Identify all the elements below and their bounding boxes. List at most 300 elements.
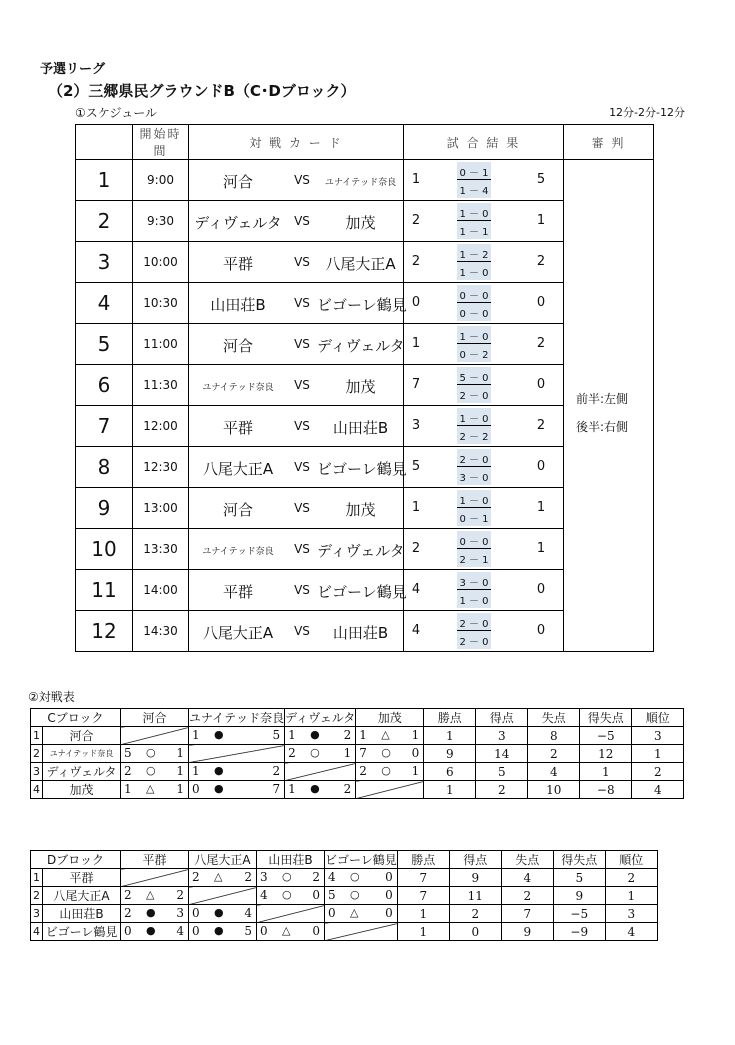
team-name: 八尾大正A <box>43 887 121 905</box>
row-number: 4 <box>31 781 43 799</box>
self-match-cell <box>285 763 356 781</box>
match-result <box>404 488 564 529</box>
standings-header-row <box>31 709 684 727</box>
home-team: 山田荘B <box>210 296 266 314</box>
away-score: 0 <box>536 582 546 597</box>
match-result-cell <box>285 781 356 799</box>
goals-for: 4 <box>260 888 268 902</box>
vs-label: VS <box>294 583 310 597</box>
team-name: 平群 <box>43 869 121 887</box>
stat-header: 失点 <box>528 709 580 727</box>
goals-for: 4 <box>328 870 336 884</box>
row-number: 1 <box>31 869 43 887</box>
self-match-cell <box>189 887 257 905</box>
home-score: 4 <box>411 582 421 597</box>
match-time: 14:30 <box>133 611 189 652</box>
home-score: 7 <box>411 377 421 392</box>
match-time: 11:00 <box>133 324 189 365</box>
match-time: 13:00 <box>133 488 189 529</box>
match-result-cell <box>189 923 257 941</box>
venue-title: （2）三郷県民グラウンドB（C･Dブロック） <box>48 82 356 100</box>
match-time: 12:30 <box>133 447 189 488</box>
away-score: 2 <box>536 336 546 351</box>
second-half-score: 1 － 0 <box>459 596 489 607</box>
stat-value: 1 <box>580 763 632 781</box>
stat-value: 10 <box>528 781 580 799</box>
away-team: ビゴーレ鶴見 <box>317 296 407 314</box>
goals-against: 1 <box>176 764 184 778</box>
first-half-score: 1 － 2 <box>459 250 489 261</box>
vs-label: VS <box>294 624 310 638</box>
opponent-header: 河合 <box>121 709 189 727</box>
match-number: 5 <box>76 324 133 365</box>
stat-value: 2 <box>476 781 528 799</box>
self-match-cell <box>189 745 285 763</box>
stat-value: 7 <box>397 869 449 887</box>
away-score: 1 <box>536 500 546 515</box>
result-symbol: ○ <box>350 888 360 901</box>
goals-for: 1 <box>288 782 296 796</box>
self-match-cell <box>257 905 325 923</box>
result-symbol: ○ <box>381 764 391 777</box>
match-card <box>189 570 407 611</box>
home-team: ユナイテッド奈良 <box>202 383 274 393</box>
opponent-header: 山田荘B <box>257 851 325 869</box>
home-team: 八尾大正A <box>202 624 274 642</box>
vs-label: VS <box>294 296 310 310</box>
first-half-score: 5 － 0 <box>459 373 489 384</box>
half-divider <box>457 179 491 180</box>
match-result-cell <box>121 763 189 781</box>
half-divider <box>457 507 491 508</box>
match-time: 10:00 <box>133 242 189 283</box>
referee-cell <box>564 160 654 652</box>
goals-for: 3 <box>260 870 268 884</box>
first-half-score: 0 － 0 <box>459 291 489 302</box>
goals-against: 7 <box>272 782 281 796</box>
stat-value: 14 <box>476 745 528 763</box>
team-name: 山田荘B <box>43 905 121 923</box>
stat-value: 9 <box>553 887 605 905</box>
match-result <box>404 283 564 324</box>
stat-header: 失点 <box>501 851 553 869</box>
second-half-score: 2 － 0 <box>459 637 489 648</box>
first-half-score: 0 － 0 <box>459 537 489 548</box>
match-result-cell <box>189 905 257 923</box>
goals-against: 2 <box>176 888 184 902</box>
first-half-score: 2 － 0 <box>459 619 489 630</box>
stat-header: 勝点 <box>397 851 449 869</box>
match-result-cell <box>121 923 189 941</box>
result-symbol: ○ <box>146 764 156 777</box>
result-symbol: ○ <box>282 870 292 883</box>
goals-for: 2 <box>359 764 367 778</box>
half-scores <box>457 408 491 444</box>
opponent-header: ディヴェルタ <box>285 709 356 727</box>
self-match-cell <box>325 923 398 941</box>
goals-for: 5 <box>124 746 132 760</box>
vs-label: VS <box>294 255 310 269</box>
header-start-time: 開始時間 <box>133 125 189 160</box>
stat-value: 11 <box>449 887 501 905</box>
result-symbol: △ <box>282 924 291 937</box>
match-number: 7 <box>76 406 133 447</box>
away-team: ビゴーレ鶴見 <box>317 460 407 478</box>
vs-label: VS <box>294 419 310 433</box>
away-score: 0 <box>536 377 546 392</box>
result-symbol: △ <box>381 728 390 741</box>
stat-value: 1 <box>424 781 476 799</box>
match-number: 12 <box>76 611 133 652</box>
goals-for: 7 <box>359 746 367 760</box>
vs-label: VS <box>294 460 310 474</box>
stat-value: 9 <box>449 869 501 887</box>
half-divider <box>457 548 491 549</box>
first-half-score: 3 － 0 <box>459 578 489 589</box>
goals-for: 2 <box>192 870 200 884</box>
match-result-cell <box>257 887 325 905</box>
vs-label: VS <box>294 378 310 392</box>
result-symbol: ○ <box>282 888 292 901</box>
home-score: 1 <box>411 172 421 187</box>
half-scores <box>457 490 491 526</box>
stat-value: 3 <box>605 905 657 923</box>
match-result-cell <box>356 727 424 745</box>
opponent-header: ユナイテッド奈良 <box>189 709 285 727</box>
away-team: 加茂 <box>345 378 376 396</box>
match-result-cell <box>325 869 398 887</box>
goals-against: 3 <box>176 906 184 920</box>
schedule-table <box>75 124 654 652</box>
schedule-row <box>76 160 654 201</box>
away-team: ユナイテッド奈良 <box>324 178 397 188</box>
goals-for: 2 <box>124 764 132 778</box>
match-result <box>404 242 564 283</box>
result-symbol: △ <box>146 782 155 795</box>
match-result-cell <box>121 887 189 905</box>
half-scores <box>457 449 491 485</box>
goals-against: 1 <box>176 782 184 796</box>
team-name: ユナイテッド奈良 <box>43 745 121 763</box>
goals-against: 1 <box>411 728 420 742</box>
goals-against: 2 <box>343 782 352 796</box>
standings-row <box>31 905 658 923</box>
half-scores <box>457 203 491 239</box>
stat-value: 2 <box>501 887 553 905</box>
home-team: 河合 <box>222 501 253 519</box>
standings-row <box>31 869 658 887</box>
header-referee: 審 判 <box>564 125 654 160</box>
match-result <box>404 201 564 242</box>
stat-value: 12 <box>580 745 632 763</box>
match-time: 10:30 <box>133 283 189 324</box>
result-symbol: ● <box>146 906 156 919</box>
match-card <box>189 406 404 447</box>
match-result-cell <box>285 727 356 745</box>
match-time: 11:30 <box>133 365 189 406</box>
standings-header-row <box>31 851 658 869</box>
half-divider <box>457 630 491 631</box>
result-symbol: ● <box>310 728 320 741</box>
match-time: 12:00 <box>133 406 189 447</box>
match-result-cell <box>189 727 285 745</box>
match-result-cell <box>121 745 189 763</box>
half-scores <box>457 244 491 280</box>
match-result <box>404 611 564 652</box>
second-half-score: 2 － 1 <box>459 555 489 566</box>
goals-for: 2 <box>124 906 132 920</box>
team-name: 河合 <box>43 727 121 745</box>
half-divider <box>457 425 491 426</box>
stat-header: 得点 <box>476 709 528 727</box>
d-block-table <box>30 850 658 941</box>
referee-note-first-half: 前半:左側 <box>576 392 629 406</box>
schedule-heading: ①スケジュール <box>75 106 158 120</box>
second-half-score: 0 － 2 <box>459 350 489 361</box>
match-result-cell <box>356 745 424 763</box>
stat-value: 1 <box>424 727 476 745</box>
match-card <box>189 365 404 406</box>
standings-row <box>31 887 658 905</box>
away-score: 2 <box>536 418 546 433</box>
stat-value: 7 <box>397 887 449 905</box>
second-half-score: 0 － 0 <box>459 309 489 320</box>
second-half-score: 1 － 1 <box>459 227 489 238</box>
standings-row <box>31 781 684 799</box>
stat-value: 6 <box>424 763 476 781</box>
goals-for: 1 <box>192 764 200 778</box>
row-number: 2 <box>31 745 43 763</box>
block-name: Dブロック <box>31 851 121 869</box>
standings-row <box>31 745 684 763</box>
stat-value: 4 <box>528 763 580 781</box>
stat-value: 7 <box>501 905 553 923</box>
home-score: 5 <box>411 459 421 474</box>
goals-against: 2 <box>312 870 320 884</box>
home-score: 4 <box>411 623 421 638</box>
second-half-score: 3 － 0 <box>459 473 489 484</box>
match-number: 11 <box>76 570 133 611</box>
away-team: ビゴーレ鶴見 <box>317 583 407 601</box>
goals-against: 2 <box>244 870 252 884</box>
match-time: 14:00 <box>133 570 189 611</box>
half-divider <box>457 220 491 221</box>
stat-value: −5 <box>553 905 605 923</box>
row-number: 3 <box>31 763 43 781</box>
team-name: ビゴーレ鶴見 <box>43 923 121 941</box>
result-symbol: ● <box>214 906 224 919</box>
stat-value: 0 <box>449 923 501 941</box>
second-half-score: 1 － 4 <box>459 186 489 197</box>
row-number: 2 <box>31 887 43 905</box>
half-scores <box>457 572 491 608</box>
half-scores <box>457 613 491 649</box>
stat-value: 4 <box>605 923 657 941</box>
stat-value: 3 <box>476 727 528 745</box>
result-symbol: △ <box>214 870 223 883</box>
goals-against: 0 <box>385 870 393 884</box>
match-result-cell <box>121 781 189 799</box>
vs-label: VS <box>294 542 310 556</box>
half-divider <box>457 589 491 590</box>
vs-label: VS <box>294 337 310 351</box>
stat-value: 5 <box>553 869 605 887</box>
match-card <box>189 324 404 365</box>
goals-against: 0 <box>411 746 420 760</box>
home-team: 河合 <box>222 337 253 355</box>
away-team: 加茂 <box>345 501 376 519</box>
half-divider <box>457 466 491 467</box>
match-card <box>189 283 407 324</box>
stat-value: 1 <box>397 923 449 941</box>
second-half-score: 1 － 0 <box>459 268 489 279</box>
stat-value: 1 <box>632 745 684 763</box>
vs-label: VS <box>294 173 310 187</box>
match-result-cell <box>189 763 285 781</box>
goals-for: 2 <box>124 888 132 902</box>
second-half-score: 0 － 1 <box>459 514 489 525</box>
away-team: 八尾大正A <box>325 255 396 273</box>
match-result-cell <box>285 745 356 763</box>
stat-header: 得失点 <box>580 709 632 727</box>
result-symbol: ● <box>214 728 224 741</box>
match-format: 12分-2分-12分 <box>609 106 685 119</box>
goals-against: 0 <box>385 888 393 902</box>
stat-header: 順位 <box>605 851 657 869</box>
self-match-cell <box>121 869 189 887</box>
goals-against: 0 <box>312 888 320 902</box>
header-no <box>76 125 133 160</box>
match-number: 6 <box>76 365 133 406</box>
half-divider <box>457 302 491 303</box>
match-result-cell <box>189 781 285 799</box>
home-score: 3 <box>411 418 421 433</box>
result-symbol: ○ <box>350 870 360 883</box>
second-half-score: 2 － 2 <box>459 432 489 443</box>
match-result-cell <box>257 869 325 887</box>
goals-against: 1 <box>343 746 352 760</box>
second-half-score: 2 － 0 <box>459 391 489 402</box>
result-symbol: ○ <box>146 746 156 759</box>
match-result-cell <box>257 923 325 941</box>
header-match-card: 対 戦 カ ー ド <box>189 125 404 160</box>
match-number: 4 <box>76 283 133 324</box>
away-team: 山田荘B <box>332 624 389 642</box>
stat-value: 2 <box>632 763 684 781</box>
match-result <box>404 570 564 611</box>
goals-for: 1 <box>288 728 296 742</box>
match-number: 3 <box>76 242 133 283</box>
half-scores <box>457 531 491 567</box>
self-match-cell <box>356 781 424 799</box>
team-name: ディヴェルタ <box>43 763 121 781</box>
half-divider <box>457 343 491 344</box>
goals-for: 0 <box>192 906 200 920</box>
away-team: 加茂 <box>345 214 376 232</box>
home-score: 1 <box>411 500 421 515</box>
home-score: 0 <box>411 295 421 310</box>
first-half-score: 1 － 0 <box>459 332 489 343</box>
match-result-cell <box>325 905 398 923</box>
match-time: 9:00 <box>133 160 189 201</box>
row-number: 1 <box>31 727 43 745</box>
goals-for: 0 <box>260 924 268 938</box>
self-match-cell <box>121 727 189 745</box>
goals-for: 0 <box>124 924 132 938</box>
stat-header: 得点 <box>449 851 501 869</box>
stat-value: 3 <box>632 727 684 745</box>
result-symbol: ○ <box>381 746 391 759</box>
away-score: 1 <box>536 541 546 556</box>
stat-value: 4 <box>632 781 684 799</box>
first-half-score: 0 － 1 <box>459 168 489 179</box>
stat-value: 9 <box>501 923 553 941</box>
stat-value: 2 <box>528 745 580 763</box>
goals-against: 1 <box>411 764 420 778</box>
stat-header: 順位 <box>632 709 684 727</box>
home-score: 2 <box>411 541 421 556</box>
first-half-score: 1 － 0 <box>459 496 489 507</box>
match-result <box>404 529 564 570</box>
half-divider <box>457 384 491 385</box>
match-result-cell <box>325 887 398 905</box>
stat-value: 4 <box>501 869 553 887</box>
match-number: 9 <box>76 488 133 529</box>
stat-value: −5 <box>580 727 632 745</box>
away-score: 1 <box>536 213 546 228</box>
first-half-score: 1 － 0 <box>459 209 489 220</box>
stat-value: 2 <box>605 869 657 887</box>
vs-label: VS <box>294 501 310 515</box>
opponent-header: 八尾大正A <box>189 851 257 869</box>
stat-value: 2 <box>449 905 501 923</box>
half-scores <box>457 367 491 403</box>
home-score: 1 <box>411 336 421 351</box>
stat-value: 5 <box>476 763 528 781</box>
match-result <box>404 160 564 201</box>
standings-row <box>31 923 658 941</box>
goals-against: 4 <box>176 924 184 938</box>
match-result-cell <box>189 869 257 887</box>
opponent-header: 加茂 <box>356 709 424 727</box>
half-scores <box>457 285 491 321</box>
away-score: 0 <box>536 623 546 638</box>
stat-value: −8 <box>580 781 632 799</box>
goals-for: 1 <box>192 728 200 742</box>
result-symbol: ○ <box>310 746 320 759</box>
result-symbol: ● <box>146 924 156 937</box>
away-team: ディヴェルタ <box>317 337 405 355</box>
goals-against: 5 <box>244 924 252 938</box>
first-half-score: 1 － 0 <box>459 414 489 425</box>
stat-value: 8 <box>528 727 580 745</box>
half-scores <box>457 162 491 198</box>
match-card <box>189 529 404 570</box>
result-symbol: ● <box>310 782 320 795</box>
goals-against: 2 <box>272 764 281 778</box>
goals-for: 5 <box>328 888 336 902</box>
half-divider <box>457 261 491 262</box>
match-number: 8 <box>76 447 133 488</box>
goals-for: 0 <box>192 782 200 796</box>
home-team: ユナイテッド奈良 <box>202 547 274 557</box>
match-card <box>189 447 407 488</box>
opponent-header: 平群 <box>121 851 189 869</box>
match-result <box>404 365 564 406</box>
goals-for: 1 <box>359 728 367 742</box>
schedule-header-row <box>76 125 654 160</box>
result-symbol: △ <box>146 888 155 901</box>
